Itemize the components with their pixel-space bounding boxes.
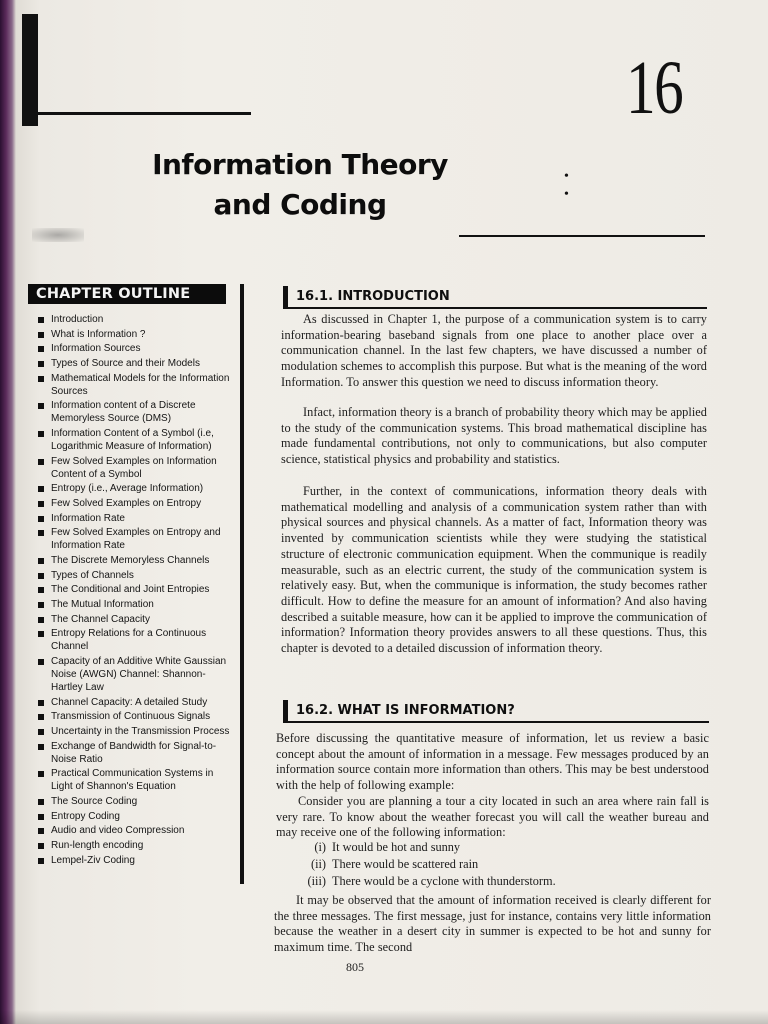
outline-item: Few Solved Examples on Entropy and Information Rate xyxy=(36,527,236,553)
outline-item: Capacity of an Additive White Gaussian Noise (AWGN) Channel: Shannon-Hartley Law xyxy=(36,656,236,695)
outline-item: Types of Channels xyxy=(36,570,236,583)
section-heading-introduction xyxy=(283,286,707,306)
paragraph: Consider you are planning a tour a city located in such an area where rain fall is very rare. To know about the weather forecast you will call the weather bureau and may receive one of the following information: xyxy=(276,794,709,840)
list-item-text: There would be a cyclone with thunderstorm. xyxy=(332,874,556,888)
list-item xyxy=(298,873,556,890)
chapter-corner-bar xyxy=(22,14,38,126)
weather-message-list xyxy=(298,839,556,890)
section-marker xyxy=(283,286,288,308)
paragraph: Before discussing the quantitative measure of information, let us review a basic concept about the amount of information in a message. Few messages produced by an information source contain more information than others. This may be best understood with the help of following example: xyxy=(276,731,709,793)
outline-item: Types of Source and their Models xyxy=(36,358,236,371)
outline-item: Exchange of Bandwidth for Signal-to-Noise Ratio xyxy=(36,741,236,767)
section-marker xyxy=(283,700,288,722)
chapter-title-line-2: and Coding xyxy=(213,188,387,221)
outline-item: Mathematical Models for the Information Sources xyxy=(36,373,236,399)
outline-item: Information Sources xyxy=(36,343,236,356)
outline-item: Channel Capacity: A detailed Study xyxy=(36,697,236,710)
section-heading-label: 16.2. WHAT IS INFORMATION? xyxy=(296,703,515,718)
paragraph: It may be observed that the amount of information received is clearly different for the three messages. The first message, just for instance, contains very little information because the weather in a desert city in summer is expected to be hot and sunny for maximum time. The second xyxy=(274,893,711,955)
chapter-outline-list xyxy=(36,314,236,869)
outline-item: Practical Communication Systems in Light of Shannon's Equation xyxy=(36,768,236,794)
header-rule xyxy=(38,112,251,115)
chapter-outline-rule xyxy=(240,284,244,884)
list-item xyxy=(298,839,556,856)
outline-item: Introduction xyxy=(36,314,236,327)
outline-item: The Source Coding xyxy=(36,796,236,809)
outline-item: The Channel Capacity xyxy=(36,614,236,627)
chapter-outline xyxy=(28,284,246,884)
paragraph: As discussed in Chapter 1, the purpose of a communication system is to carry information-bearing baseband signals from one place to another place over a communication channel. In the last few chapters, we have discussed a number of modulation schemes to accomplish this purpose. But what is the meaning of the word Information. To answer this question we need to discuss information theory. xyxy=(281,312,707,389)
outline-item: The Discrete Memoryless Channels xyxy=(36,555,236,568)
outline-item: Information Rate xyxy=(36,513,236,526)
outline-item: The Mutual Information xyxy=(36,599,236,612)
paragraph: Infact, information theory is a branch of probability theory which may be applied to the study of the communication systems. This broad mathematical discipline has made fundamental contributions, not only to communications, but also computer science, statistical physics and probability and statistics. xyxy=(281,405,707,467)
list-item-number: (ii) xyxy=(310,857,326,871)
outline-item: Entropy Coding xyxy=(36,811,236,824)
list-item xyxy=(298,856,556,873)
book-spine-edge xyxy=(0,0,16,1024)
outline-item: Run-length encoding xyxy=(36,840,236,853)
outline-item: Entropy (i.e., Average Information) xyxy=(36,483,236,496)
chapter-title xyxy=(130,145,470,225)
outline-item: Entropy Relations for a Continuous Channel xyxy=(36,628,236,654)
list-item-text: There would be scattered rain xyxy=(332,857,479,871)
paragraph: Further, in the context of communications, information theory deals with mathematical modelling and analysis of a communication system rather than with physical sources and physical channels. As a matter of fact, Information theory was invented by communication scientists while they were studying the statistical structure of electronic communication equipment. When the communique is readily measurable, such as an electric current, the study of the communication system is relatively easy. But, when the communique is information, the study becomes rather difficult. How to define the measure for an amount of information? And also having described a suitable measure, how can it be applied to improve the communication of information? Information theory provides answers to all these questions. Thus, this chapter is devoted to a detailed discussion of information theory. xyxy=(281,484,707,656)
section-rule xyxy=(283,721,709,723)
chapter-title-line-1: Information Theory xyxy=(152,148,448,181)
chapter-number: 16 xyxy=(626,46,683,130)
page-bottom-shadow xyxy=(0,1010,768,1024)
outline-item: What is Information ? xyxy=(36,329,236,342)
outline-item: Few Solved Examples on Information Content of a Symbol xyxy=(36,456,236,482)
chapter-outline-header: CHAPTER OUTLINE xyxy=(28,284,226,304)
title-rule xyxy=(459,235,705,237)
outline-item: Information content of a Discrete Memoryless Source (DMS) xyxy=(36,400,236,426)
outline-item: Lempel-Ziv Coding xyxy=(36,855,236,868)
list-item-number: (iii) xyxy=(307,874,326,888)
outline-item: Few Solved Examples on Entropy xyxy=(36,498,236,511)
section-rule xyxy=(283,307,707,309)
decorative-dots: • • xyxy=(564,169,569,202)
page-number: 805 xyxy=(346,960,364,974)
outline-item: Uncertainty in the Transmission Process xyxy=(36,726,236,739)
outline-item: Transmission of Continuous Signals xyxy=(36,711,236,724)
section-heading-what-is-information xyxy=(283,700,709,720)
list-item-text: It would be hot and sunny xyxy=(332,840,461,854)
list-item-number: (i) xyxy=(314,840,326,854)
ink-smudge xyxy=(32,228,84,242)
outline-item: Audio and video Compression xyxy=(36,825,236,838)
outline-item: Information Content of a Symbol (i.e, Logarithmic Measure of Information) xyxy=(36,428,236,454)
section-heading-label: 16.1. INTRODUCTION xyxy=(296,289,450,304)
outline-item: The Conditional and Joint Entropies xyxy=(36,584,236,597)
